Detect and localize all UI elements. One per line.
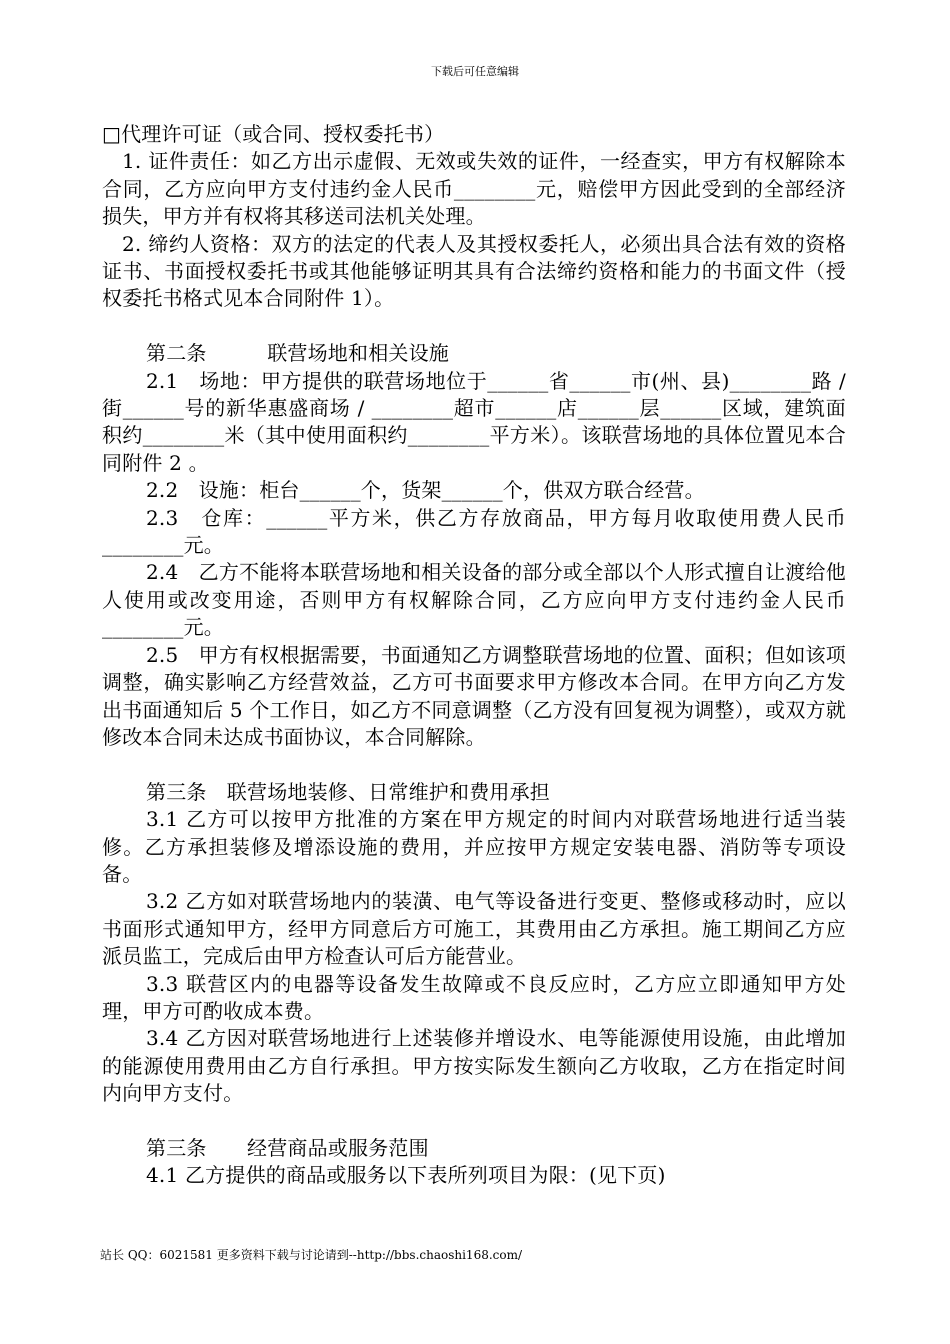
article-3-heading: 第三条 联营场地装修、日常维护和费用承担 [146, 779, 550, 804]
article-2-heading: 第二条 联营场地和相关设施 [146, 341, 449, 366]
clause-3-1: 3.1 乙方可以按甲方批准的方案在甲方规定的时间内对联营场地进行适当装修。乙方承担装修及增添设施的费用，并应按甲方规定安装电器、消防等专项设备。 [102, 807, 846, 886]
clause-2-3: 2.3 仓库：______平方米，供乙方存放商品，甲方每月收取使用费人民币________元。 [102, 505, 846, 558]
clause-4-1: 4.1 乙方提供的商品或服务以下表所列项目为限：(见下页) [146, 1163, 666, 1188]
paragraph-spacer [102, 313, 846, 340]
clause-2-4: 2.4 乙方不能将本联营场地和相关设备的部分或全部以个人形式擅自让渡给他人使用或改变用途，否则甲方有权解除合同，乙方应向甲方支付违约金人民币________元。 [102, 560, 846, 640]
clause-3-2: 3.2 乙方如对联营场地内的装潢、电气等设备进行变更、整修或移动时，应以书面形式通知甲方，经甲方同意后方可施工，其费用由乙方承担。施工期间乙方应派员监工，完成后由甲方检查认可后方能营业。 [102, 889, 846, 969]
header-note: 下载后可任意编辑 [431, 65, 519, 78]
clause-3-3: 3.3 联营区内的电器等设备发生故障或不良反应时，乙方应立即通知甲方处理，甲方可酌收成本费。 [102, 971, 846, 1023]
paragraph-signatory-qualification: 2. 缔约人资格：双方的法定的代表人及其授权委托人，必须出具合法有效的资格证书、书面授权委托书或其他能够证明其具有合法缔约资格和能力的书面文件（授权委托书格式见本合同附件 1）。 [102, 231, 846, 311]
clause-2-2: 2.2 设施：柜台______个，货架______个，供双方联合经营。 [146, 478, 705, 503]
clause-2-5: 2.5 甲方有权根据需要，书面通知乙方调整联营场地的位置、面积；但如该项调整，确实影响乙方经营效益，乙方可书面要求甲方修改本合同。在甲方向乙方发出书面通知后 5 个工作日，如乙方不同意调整（乙方没有回复视为调整），或双方就修改本合同未达成书面协议，本合同解除。 [102, 642, 846, 749]
clause-3-4: 3.4 乙方因对联营场地进行上述装修并增设水、电等能源使用设施，由此增加的能源使用费用由乙方自行承担。甲方按实际发生额向乙方收取，乙方在指定时间内向甲方支付。 [102, 1026, 846, 1106]
contract-body [102, 121, 846, 1190]
paragraph-spacer [102, 1108, 846, 1135]
footer-note: 站长 QQ：6021581 更多资料下载与讨论请到--http://bbs.chaoshi168.com/ [100, 1248, 523, 1262]
paragraph-license-item: □代理许可证（或合同、授权委托书） [102, 122, 445, 146]
paragraph-certificate-liability: 1. 证件责任：如乙方出示虚假、无效或失效的证件，一经查实，甲方有权解除本合同，乙方应向甲方支付违约金人民币________元，赔偿甲方因此受到的全部经济损失，甲方并有权将其移送司法机关处理。 [102, 149, 846, 229]
clause-2-1: 2.1 场地：甲方提供的联营场地位于______省______市(州、县)________路 / 街______号的新华惠盛商场 / ________超市______店______层______区域，建筑面积约________米（其中使用面积约________平方米）。该联营场地的具体位置见本合同附件 2 。 [102, 368, 846, 475]
paragraph-spacer [102, 751, 846, 778]
article-4-heading: 第三条 经营商品或服务范围 [146, 1135, 429, 1160]
